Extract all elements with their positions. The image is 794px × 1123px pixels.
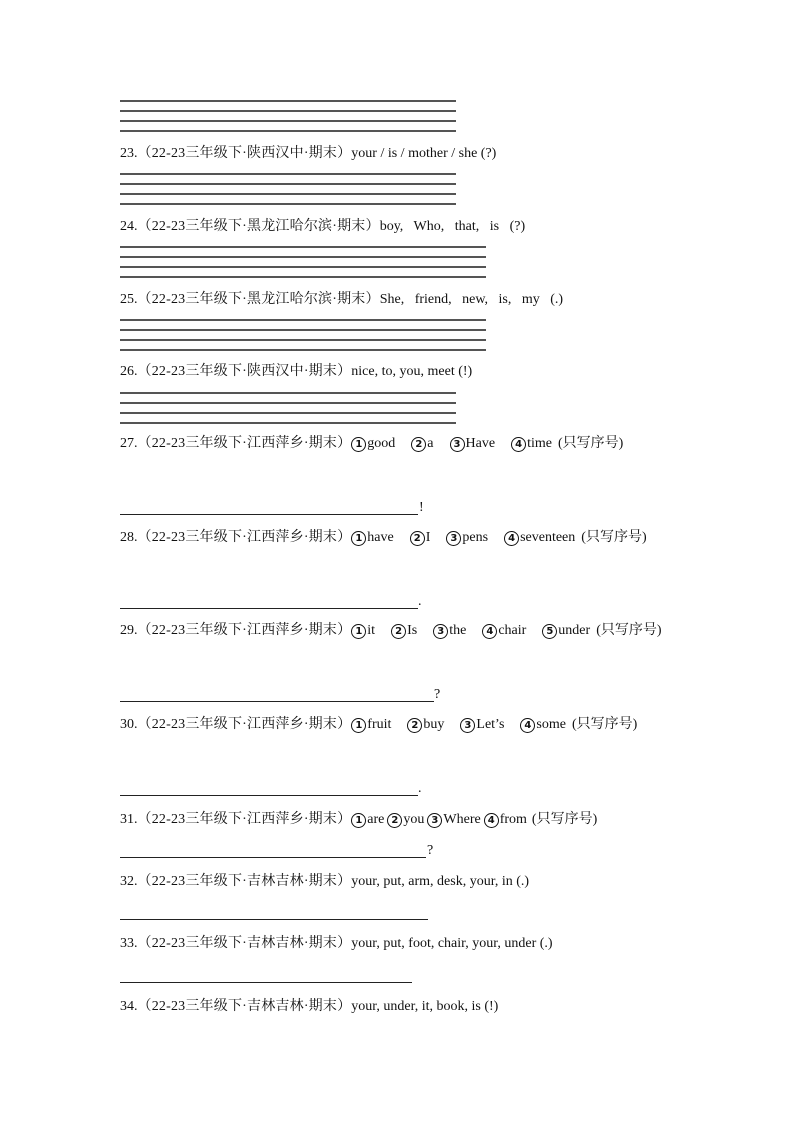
question-26 [120,362,472,382]
circled-number-icon: 1 [351,718,366,733]
circled-number-icon: 2 [410,531,425,546]
question-source: （22-23三年级下·吉林吉林·期末） [137,999,352,1014]
circled-number-icon: 5 [542,624,557,639]
question-prompt: She, friend, new, is, my (.) [379,292,564,307]
question-25 [120,290,563,310]
answer-end-punct: ? [434,687,441,702]
word-option: 2 you [387,812,424,827]
question-prompt: your / is / mother / she (?) [351,146,497,161]
circled-number-icon: 2 [387,813,402,828]
word-option: 2 Is [391,623,417,638]
writing-lines-22[interactable] [120,100,456,140]
question-29 [120,615,680,646]
question-source: （22-23三年级下·江西萍乡·期末） [137,436,352,451]
circled-number-icon: 4 [504,531,519,546]
question-31 [120,810,597,830]
question-number: 33. [120,936,138,951]
word-option: 1 are [351,812,384,827]
question-source: （22-23三年级下·吉林吉林·期末） [137,936,352,951]
question-28 [120,522,680,553]
answer-end-punct: ! [419,500,424,515]
answer-end-punct: ? [427,843,434,858]
word-option: 3 Let’s [460,717,504,732]
question-instruction: (只写序号) [571,717,638,732]
question-prompt: nice, to, you, meet (!) [351,364,473,379]
circled-number-icon: 1 [351,437,366,452]
writing-lines-23[interactable] [120,173,456,213]
writing-lines-24[interactable] [120,246,486,286]
circled-number-icon: 4 [482,624,497,639]
word-option: 3 Have [450,436,496,451]
circled-number-icon: 3 [460,718,475,733]
word-option: 4 time [511,436,552,451]
answer-end-punct: . [418,594,422,609]
answer-end-punct: . [418,781,422,796]
answer-line-31[interactable] [120,841,426,858]
word-option: 4 some [520,717,566,732]
question-source: （22-23三年级下·黑龙江哈尔滨·期末） [137,292,380,307]
word-option: 3 Where [427,812,480,827]
word-option: 2 a [411,436,433,451]
circled-number-icon: 2 [391,624,406,639]
answer-line-27[interactable] [120,498,418,515]
word-option: 1 it [351,623,375,638]
answer-line-30[interactable] [120,779,418,796]
word-option: 2 I [410,530,431,545]
question-number: 28. [120,530,138,545]
question-33 [120,934,553,954]
question-prompt: boy, Who, that, is (?) [379,219,526,234]
word-option: 3 pens [446,530,488,545]
circled-number-icon: 4 [520,718,535,733]
circled-number-icon: 4 [511,437,526,452]
circled-number-icon: 3 [446,531,461,546]
circled-number-icon: 1 [351,813,366,828]
question-prompt: your, put, foot, chair, your, under (.) [351,936,553,951]
writing-lines-26[interactable] [120,392,456,432]
question-number: 31. [120,812,138,827]
word-option: 4 from [484,812,527,827]
question-instruction: (只写序号) [531,812,598,827]
circled-number-icon: 3 [427,813,442,828]
word-option: 4 chair [482,623,526,638]
circled-number-icon: 2 [411,437,426,452]
question-instruction: (只写序号) [581,530,647,545]
word-option: 2 buy [407,717,444,732]
question-number: 27. [120,436,138,451]
question-prompt: your, put, arm, desk, your, in (.) [351,874,530,889]
question-source: （22-23三年级下·黑龙江哈尔滨·期末） [137,219,380,234]
word-option: 1 fruit [351,717,391,732]
question-source: （22-23三年级下·江西萍乡·期末） [137,812,352,827]
question-source: （22-23三年级下·江西萍乡·期末） [137,717,352,732]
circled-number-icon: 1 [351,531,366,546]
word-option: 3 the [433,623,466,638]
question-number: 29. [120,623,138,638]
question-source: （22-23三年级下·江西萍乡·期末） [137,623,352,638]
question-number: 24. [120,219,138,234]
answer-line-33[interactable] [120,966,412,983]
word-option: 1 good [351,436,395,451]
circled-number-icon: 3 [433,624,448,639]
word-option: 5 under [542,623,590,638]
question-source: （22-23三年级下·吉林吉林·期末） [137,874,352,889]
question-source: （22-23三年级下·陕西汉中·期末） [137,146,352,161]
writing-lines-25[interactable] [120,319,486,359]
answer-line-32[interactable] [120,903,428,920]
question-number: 34. [120,999,138,1014]
question-number: 26. [120,364,138,379]
word-option: 4 seventeen [504,530,575,545]
word-option: 1 have [351,530,393,545]
question-24 [120,217,525,237]
question-source: （22-23三年级下·江西萍乡·期末） [137,530,352,545]
question-number: 30. [120,717,138,732]
question-27 [120,428,680,459]
answer-line-29[interactable] [120,685,434,702]
answer-line-28[interactable] [120,592,418,609]
question-source: （22-23三年级下·陕西汉中·期末） [137,364,352,379]
question-30 [120,709,680,740]
question-23 [120,144,496,164]
circled-number-icon: 1 [351,624,366,639]
circled-number-icon: 3 [450,437,465,452]
question-34 [120,997,498,1017]
question-instruction: (只写序号) [557,436,624,451]
circled-number-icon: 4 [484,813,499,828]
question-number: 32. [120,874,138,889]
circled-number-icon: 2 [407,718,422,733]
question-number: 25. [120,292,138,307]
question-32 [120,872,529,892]
question-prompt: your, under, it, book, is (!) [351,999,499,1014]
question-number: 23. [120,146,138,161]
question-instruction: (只写序号) [596,623,662,638]
